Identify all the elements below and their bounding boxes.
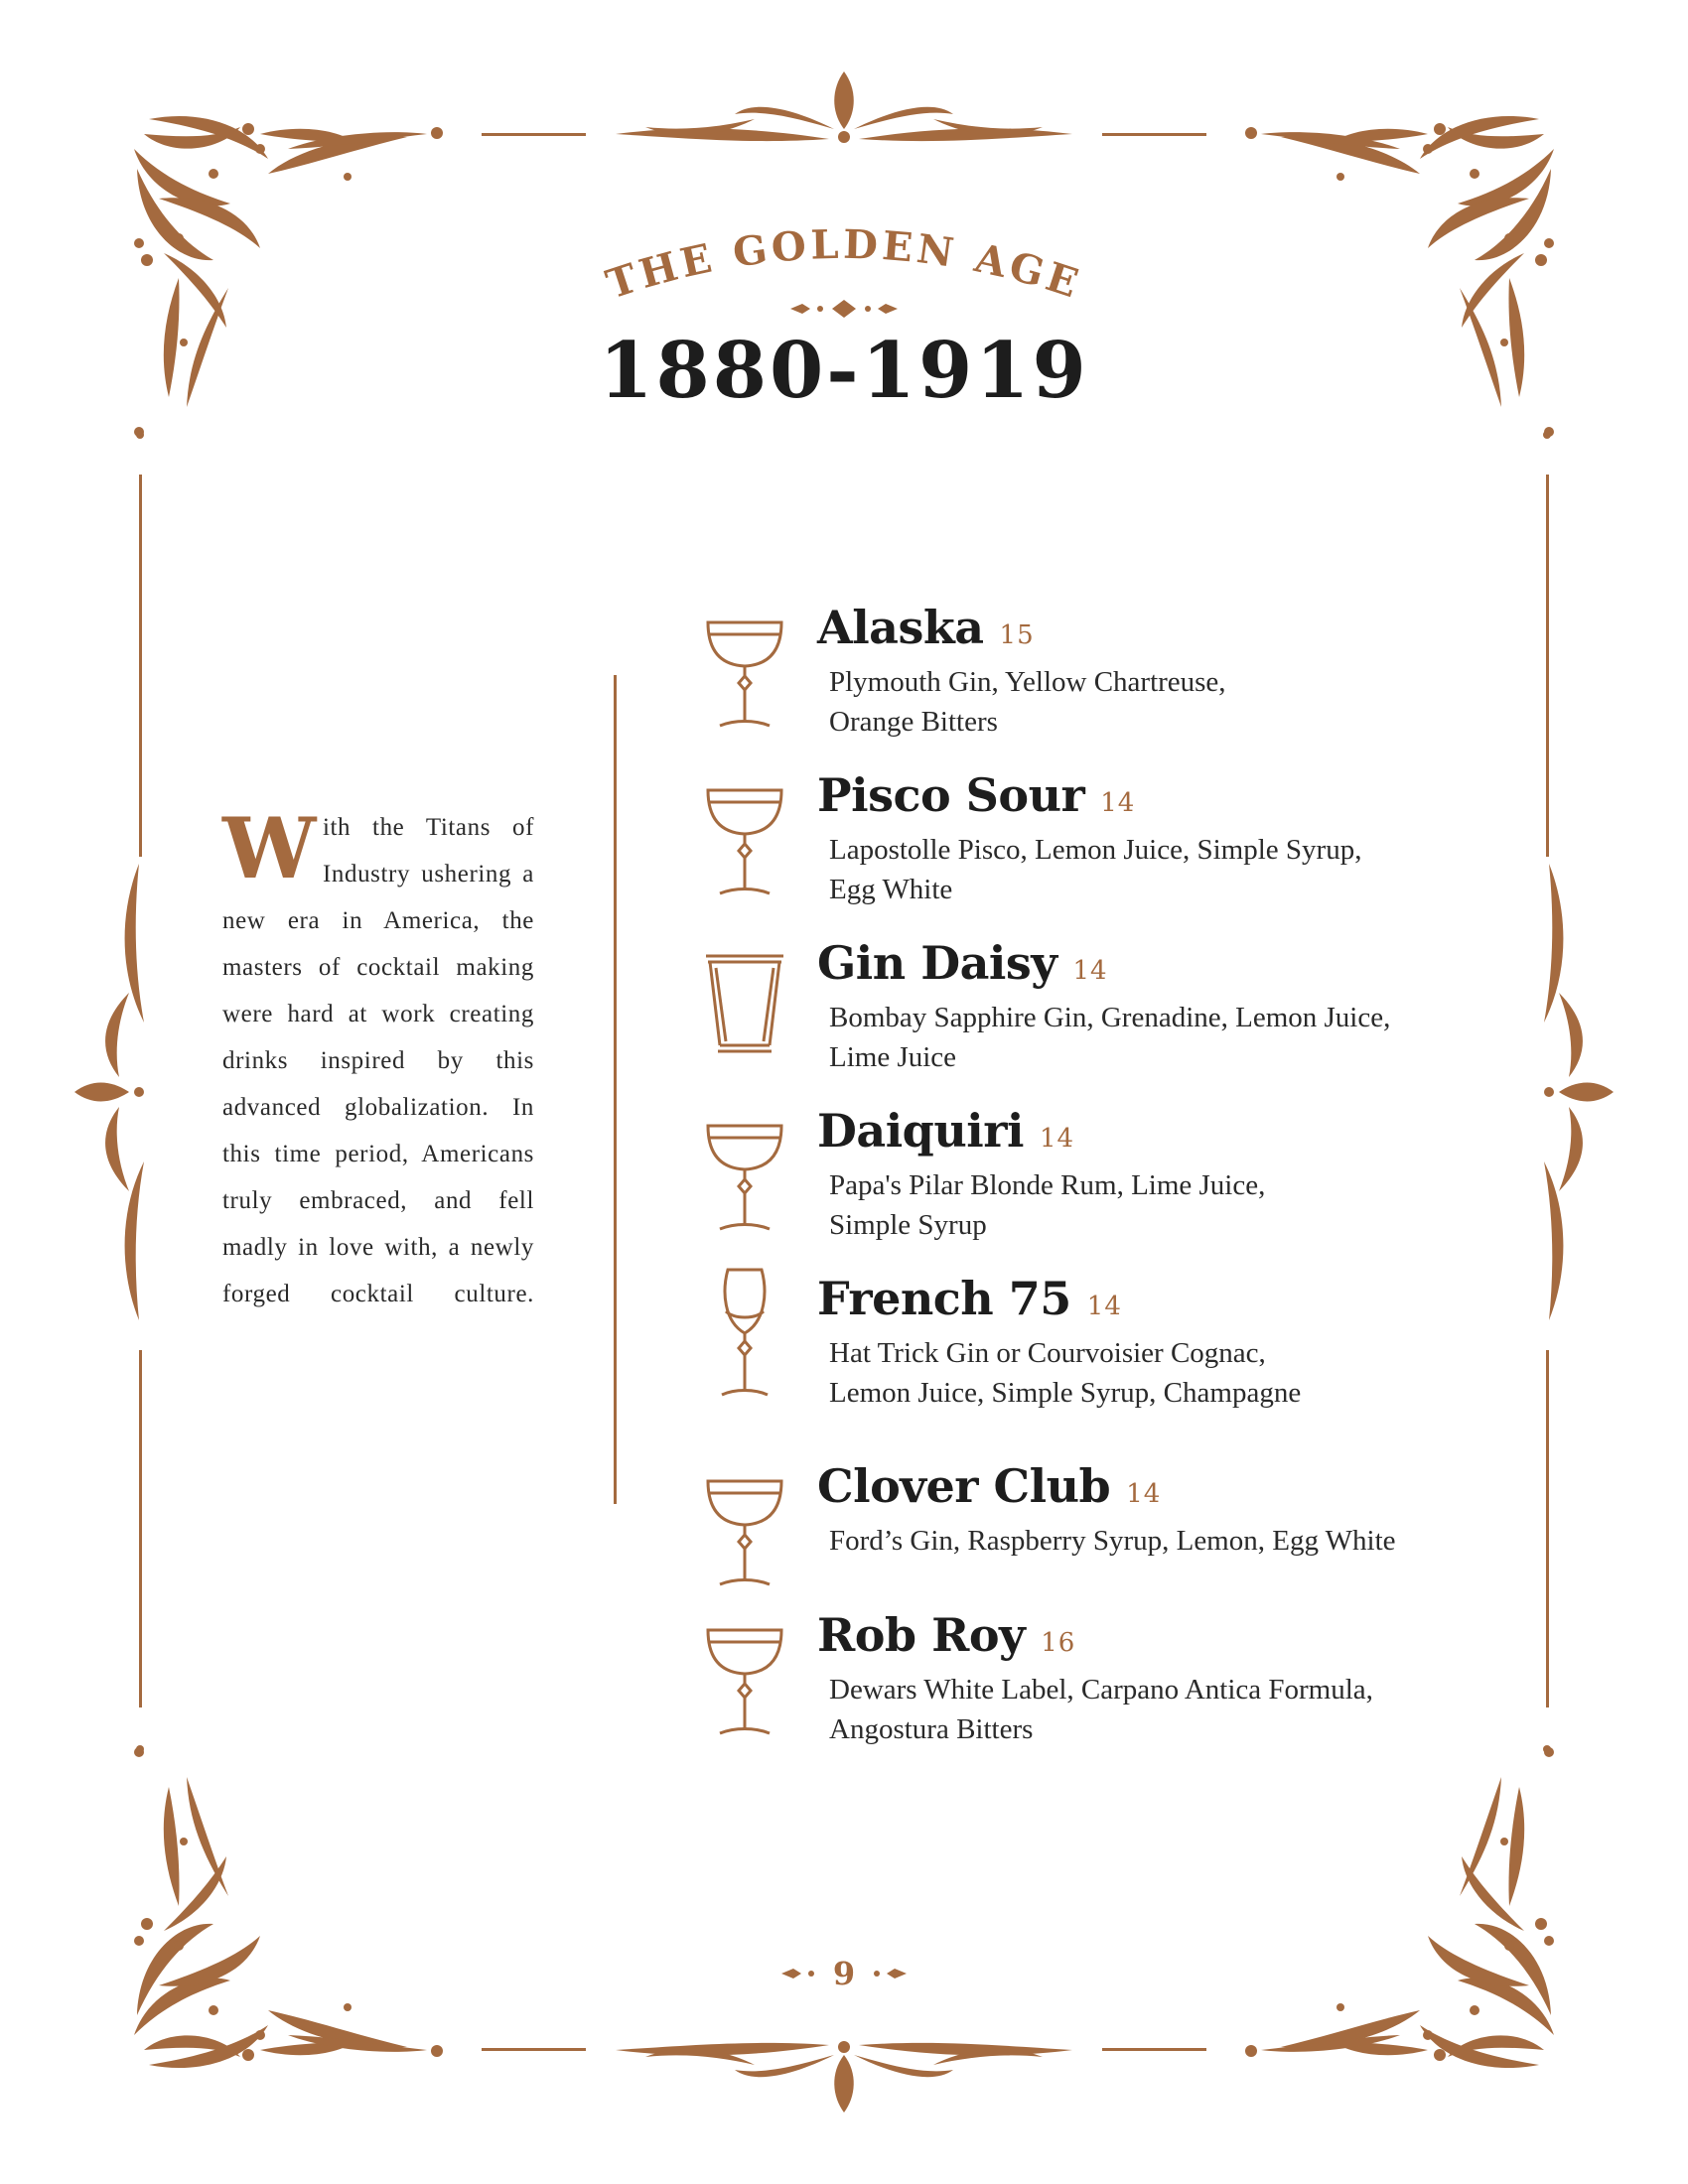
drink-name: Daiquiri: [817, 1104, 1024, 1158]
column-divider: [614, 675, 617, 1504]
ingredients-line: Orange Bitters: [829, 706, 998, 738]
drink-item: [700, 936, 1494, 1105]
era-years: 1880-1919: [599, 326, 1089, 416]
coupe-glass-icon: [700, 1469, 789, 1608]
drink-price: 16: [1041, 1628, 1076, 1658]
drink-item: [700, 768, 1494, 937]
page-number: 9: [832, 1955, 856, 1992]
tulip-glass-icon: [700, 1262, 789, 1421]
drink-name: Pisco Sour: [817, 768, 1085, 822]
drink-name: Gin Daisy: [817, 936, 1057, 990]
ingredients-line: Simple Syrup: [829, 1209, 987, 1241]
drink-price: 14: [1100, 788, 1136, 818]
drink-item: [700, 601, 1494, 769]
intro-paragraph: [222, 799, 534, 1317]
ingredients-line: Bombay Sapphire Gin, Grenadine, Lemon Juice,: [829, 1002, 1391, 1033]
coupe-glass-icon: [700, 1114, 789, 1253]
drink-price: 14: [1072, 956, 1108, 986]
ingredients-line: Angostura Bitters: [829, 1713, 1034, 1745]
kicker-text: THE GOLDEN AGE: [600, 220, 1088, 309]
drink-name: Rob Roy: [817, 1608, 1026, 1662]
drink-ingredients: [829, 1521, 1484, 1561]
coupe-glass-icon: [700, 778, 789, 917]
drink-ingredients: [829, 662, 1484, 742]
drink-ingredients: [829, 1670, 1484, 1749]
drink-ingredients: [829, 830, 1484, 909]
ingredients-line: Lapostolle Pisco, Lemon Juice, Simple Syrup,: [829, 834, 1362, 866]
julep-cup-icon: [700, 946, 789, 1085]
ingredients-line: Hat Trick Gin or Courvoisier Cognac,: [829, 1337, 1266, 1369]
ingredients-line: Dewars White Label, Carpano Antica Formula,: [829, 1674, 1373, 1706]
diamond-ornament-icon: [784, 297, 904, 321]
ingredients-line: Lime Juice: [829, 1041, 957, 1073]
ingredients-line: Egg White: [829, 874, 953, 905]
drink-item: [700, 1104, 1494, 1273]
drink-ingredients: [829, 998, 1484, 1077]
drink-item: [700, 1272, 1494, 1440]
coupe-glass-icon: [700, 1618, 789, 1757]
drink-name: Alaska: [817, 601, 984, 654]
ingredients-line: Papa's Pilar Blonde Rum, Lime Juice,: [829, 1169, 1266, 1201]
svg-text:THE GOLDEN AGE: [601, 221, 1087, 309]
coupe-glass-icon: [700, 611, 789, 750]
drink-price: 14: [1126, 1479, 1162, 1509]
ingredients-line: Lemon Juice, Simple Syrup, Champagne: [829, 1377, 1302, 1409]
ingredients-line: Plymouth Gin, Yellow Chartreuse,: [829, 666, 1226, 698]
drop-cap: W: [222, 799, 317, 897]
drink-price: 14: [1039, 1124, 1075, 1154]
drink-name: French 75: [817, 1272, 1071, 1325]
drink-ingredients: [829, 1165, 1484, 1245]
drink-ingredients: [829, 1333, 1484, 1413]
drink-price: 14: [1086, 1292, 1122, 1321]
ingredients-line: Ford’s Gin, Raspberry Syrup, Lemon, Egg White: [829, 1525, 1396, 1557]
drink-name: Clover Club: [817, 1459, 1111, 1513]
drink-item: [700, 1608, 1494, 1777]
drink-item: [700, 1459, 1494, 1628]
intro-text: ith the Titans of Industry ushering a new era in America, the masters of cocktail making were hard at work creating drinks inspired by this advanced globalization. In this time period, Americans truly embraced, and fell madly in love with, a newly forged cocktail culture.: [222, 814, 534, 1307]
page-number-block: [779, 1954, 909, 1993]
drink-price: 15: [999, 620, 1035, 650]
